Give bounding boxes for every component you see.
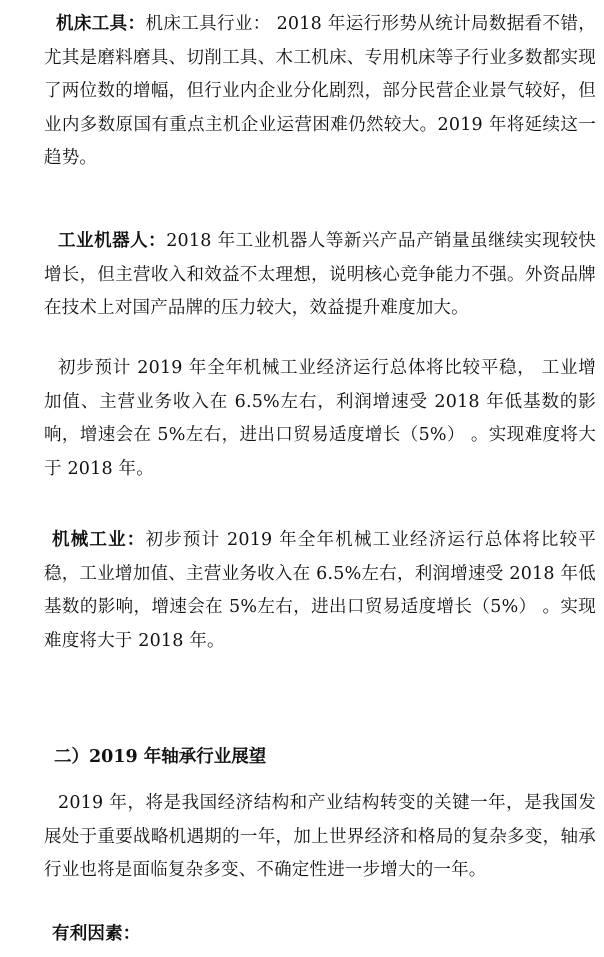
- paragraph-machinery-industry: [44, 524, 596, 658]
- paragraph-forecast: [44, 352, 596, 486]
- paragraph-industrial-robots: [44, 225, 596, 326]
- paragraph-bearing-outlook: [44, 787, 596, 888]
- paragraph-lead: 机械工业：: [52, 530, 146, 550]
- paragraph-text: 2018 年工业机器人等新兴产品产销量虽继续实现较快增长，但主营收入和效益不太理想，说明核心竞争能力不强。外资品牌在技术上对国产品牌的压力较大，效益提升难度加大。: [44, 231, 596, 318]
- paragraph-text: 初步预计 2019 年全年机械工业经济运行总体将比较平稳， 工业增加值、主营业务收入在 6.5%左右，利润增速受 2018 年低基数的影响，增速会在 5%左右，进出口贸易适度增长（5%） 。实现难度将大于 2018 年。: [44, 358, 596, 479]
- section-heading: 二）2019 年轴承行业展望: [54, 747, 267, 767]
- paragraph-machine-tools: [44, 8, 596, 176]
- paragraph-text: 2019 年，将是我国经济结构和产业结构转变的关键一年，是我国发展处于重要战略机遇期的一年，加上世界经济和格局的复杂多变，轴承行业也将是面临复杂多变、不确定性进一步增大的一年。: [44, 793, 596, 880]
- paragraph-text: 初步预计 2019 年全年机械工业经济运行总体将比较平稳，工业增加值、主营业务收入在 6.5%左右，利润增速受 2018 年低基数的影响，增速会在 5%左右，进出口贸易适度增长（5%） 。实现难度将大于 2018 年。: [44, 530, 597, 651]
- paragraph-lead: 有利因素：: [52, 924, 141, 944]
- paragraph-favorable-factors: [44, 918, 596, 952]
- paragraph-text: 机床工具行业： 2018 年运行形势从统计局数据看不错，尤其是磨料磨具、切削工具、木工机床、专用机床等子行业多数都实现了两位数的增幅，但行业内企业分化剧烈，部分民营企业景气较好，但业内多数原国有重点主机企业运营困难仍然较大。2019 年将延续这一趋势。: [44, 14, 596, 168]
- paragraph-lead: 工业机器人：: [58, 231, 167, 251]
- paragraph-lead: 机床工具：: [56, 14, 146, 34]
